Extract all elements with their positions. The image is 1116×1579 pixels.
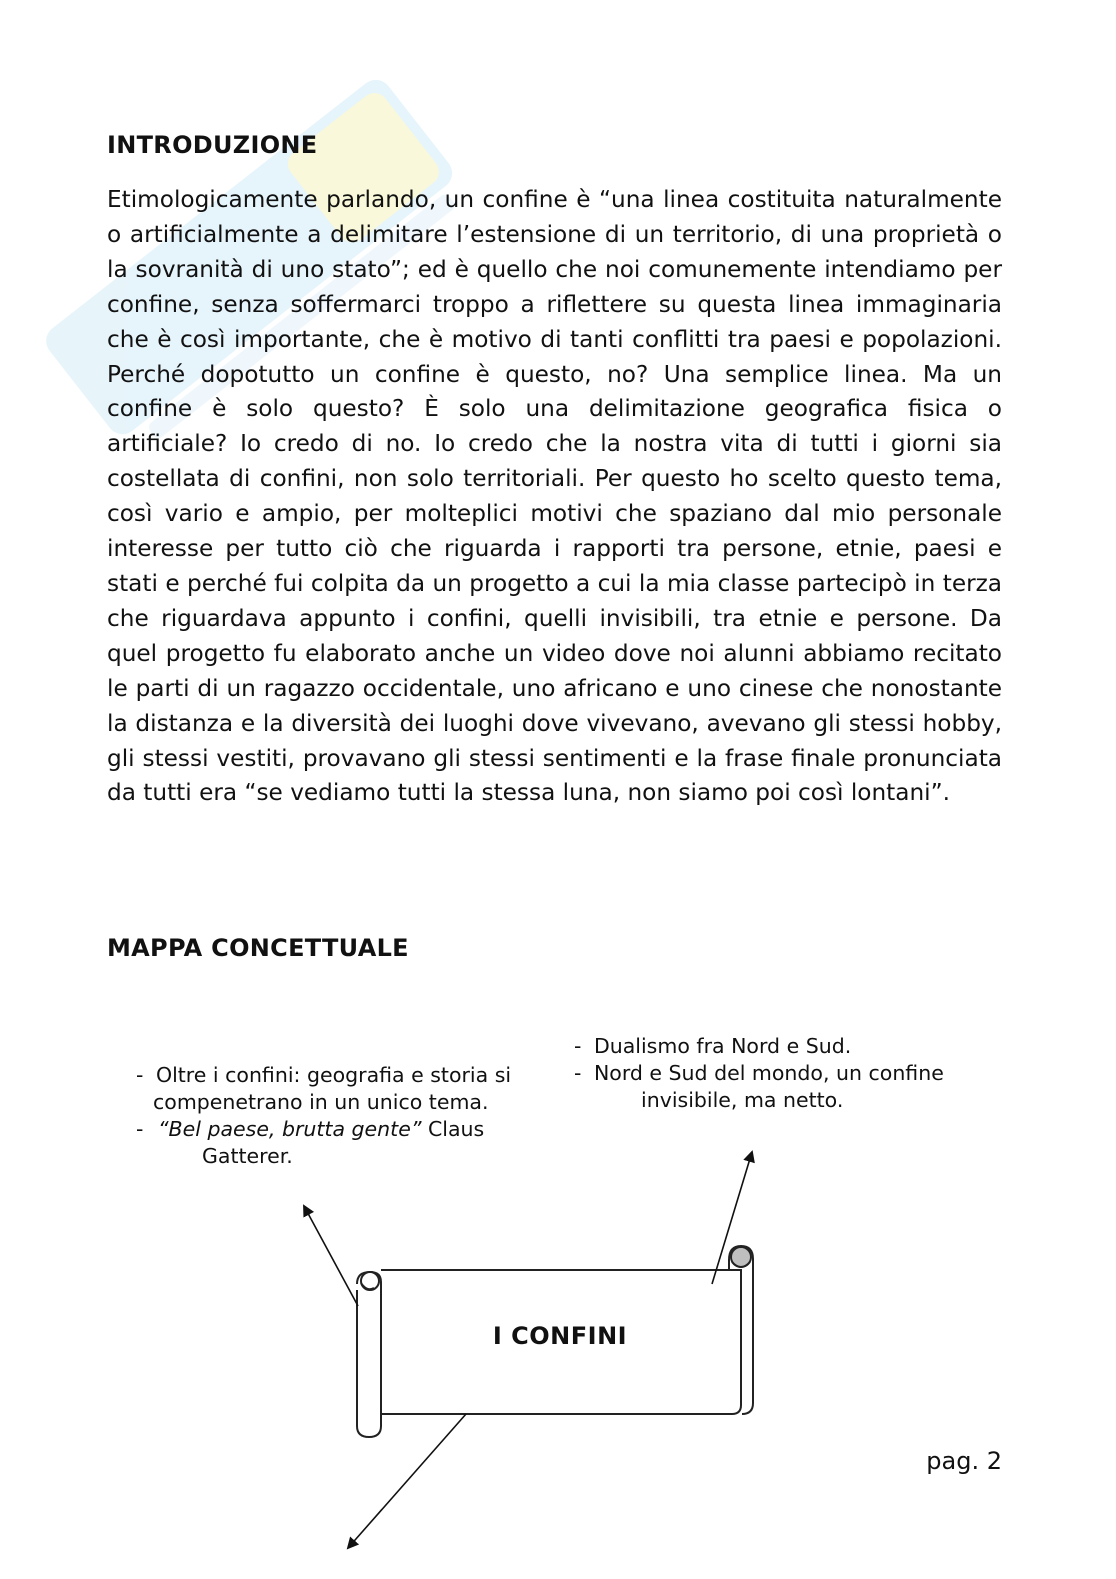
arrow-down-left xyxy=(348,1414,466,1548)
right-note-item-2: - Nord e Sud del mondo, un confine xyxy=(574,1061,944,1085)
intro-paragraph: Etimologicamente parlando, un confine è “una linea costituita naturalmente o artificialmente a delimitare l’estensione di un territorio, di una proprietà o la sovranità di uno stato”; ed è quello che noi comunemente intendiamo per confine, senza soffermarci troppo a riflettere su questa linea immaginaria che è così importante, che è motivo di tanti conflitti tra paesi e popolazioni. Perché dopotutto un confine è questo, no? Una semplice linea. Ma un confine è solo questo? È solo una delimitazione geografica fisica o artificiale? Io credo di no. Io credo che la nostra vita di tutti i giorni sia costellata di confini, non solo territoriali. Per questo ho scelto questo tema, così vario e ampio, per molteplici motivi che spaziano dal mio personale interesse per tutto ciò che riguarda i rapporti tra persone, etnie, paesi e stati e perché fui colpita da un progetto a cui la mia classe partecipò in terza che riguardava appunto i confini, quelli invisibili, tra etnie e persone. Da quel progetto fu elaborato anche un video dove noi alunni abbiamo recitato le parti di un ragazzo occidentale, uno africano e uno cinese che nonostante la distanza e la diversità dei luoghi dove vivevano, avevano gli stessi hobby, gli stessi vestiti, provavano gli stessi sentimenti e la frase finale pronunciata da tutti era “se vediamo tutti la stessa luna, non siamo poi così lontani”. xyxy=(107,186,1002,807)
scroll-left-roll xyxy=(357,1272,381,1437)
left-note-item-1: - Oltre i confini: geografia e storia si xyxy=(136,1063,512,1087)
arrow-up-left xyxy=(304,1206,358,1306)
left-note-item-1-line-1: Oltre i confini: geografia e storia si xyxy=(155,1063,512,1087)
left-note-author: Claus xyxy=(421,1117,485,1141)
left-note-item-1-line-2: compenetrano in un unico tema. xyxy=(153,1090,489,1114)
left-note-item-2: - “Bel paese, brutta gente” Claus xyxy=(136,1117,485,1141)
intro-heading: INTRODUZIONE xyxy=(107,131,318,159)
right-note-item-2-line-1: Nord e Sud del mondo, un confine xyxy=(593,1061,944,1085)
right-note-item-2-line-2: invisibile, ma netto. xyxy=(641,1088,844,1112)
left-note-quote: “Bel paese, brutta gente” xyxy=(157,1117,422,1141)
right-note-item-1: - Dualismo fra Nord e Sud. xyxy=(574,1034,852,1058)
left-note-item-2-line-2: Gatterer. xyxy=(202,1144,293,1168)
page-number: pag. 2 xyxy=(926,1447,1002,1475)
concept-map-heading: MAPPA CONCETTUALE xyxy=(107,934,409,962)
scroll-title: I CONFINI xyxy=(492,1322,628,1350)
